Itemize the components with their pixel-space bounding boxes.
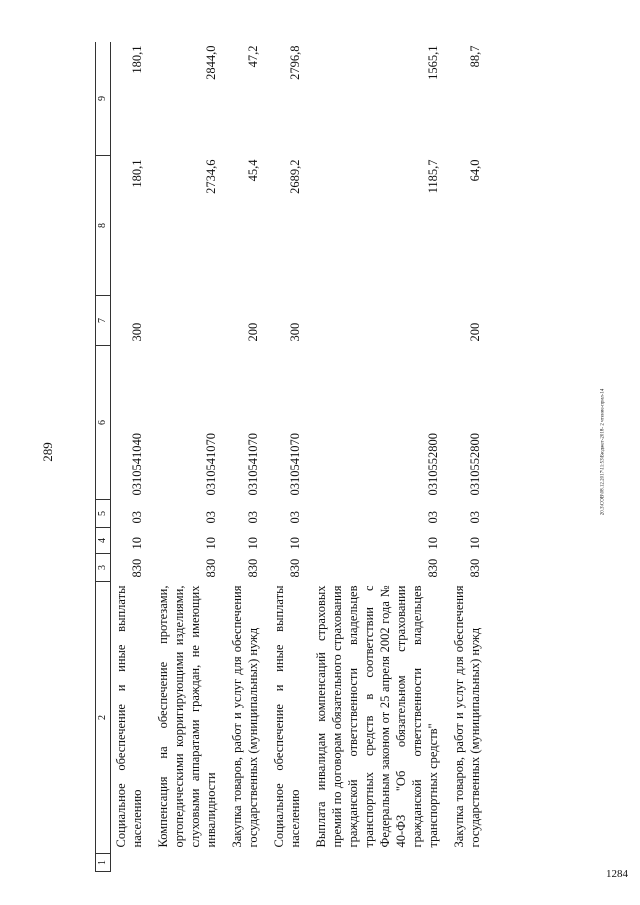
amount-col-9: 2844,0 [204,45,218,80]
ministry-code: 830 [130,558,144,578]
sheet-id: 1284 [606,868,628,880]
row-name: Компенсация на обеспечение протезами, ортопедическими корригирующими изделиями, слуховыми аппаратами граждан, не имеющих инвалидности [156,585,218,848]
expense-type-code: 200 [468,322,482,342]
col-header-8: 8 [96,156,111,296]
ministry-code: 830 [288,558,302,578]
target-article-code: 0310541070 [246,433,260,496]
target-article-code: 0310552800 [468,433,482,496]
table-row [305,42,443,872]
amount-col-8: 1185,7 [426,159,440,194]
amount-col-9: 1565,1 [426,45,440,80]
col-header-9: 9 [96,42,111,156]
table-row [221,42,263,872]
section-code: 10 [246,537,260,550]
section-code: 10 [468,537,482,550]
col-header-3: 3 [96,554,111,582]
amount-col-8: 2689,2 [288,159,302,194]
row-name: Закупка товаров, работ и услуг для обеспечения государственных (муниципальных) нужд [230,585,260,848]
col-header-2: 2 [96,582,111,854]
target-article-code: 0310541040 [130,433,144,496]
col-header-1: 1 [96,854,111,872]
table-row [263,42,305,872]
expense-type-code: 200 [246,322,260,342]
section-code: 10 [288,537,302,550]
ministry-code: 830 [468,558,482,578]
ministry-code: 830 [246,558,260,578]
col-header-7: 7 [96,296,111,346]
ministry-code: 830 [426,558,440,578]
section-code: 10 [426,537,440,550]
page-number: 289 [40,442,55,462]
amount-col-9: 47,2 [246,45,260,68]
subsection-code: 03 [246,511,260,524]
ministry-code: 830 [204,558,218,578]
target-article-code: 0310541070 [204,433,218,496]
target-article-code: 0310552800 [426,433,440,496]
table-row [443,42,485,872]
rotated-table-frame [95,42,585,872]
subsection-code: 03 [130,511,144,524]
amount-col-9: 2796,8 [288,45,302,80]
subsection-code: 03 [468,511,482,524]
row-number-cell [443,854,485,872]
budget-table-wrapper [95,42,585,872]
table-row [111,42,148,872]
row-number-cell [111,854,148,872]
section-code: 10 [204,537,218,550]
subsection-code: 03 [204,511,218,524]
amount-col-8: 2734,6 [204,159,218,194]
amount-col-9: 88,7 [468,45,482,68]
row-name: Социальное обеспечение и иные выплаты населению [114,585,144,848]
section-code: 10 [130,537,144,550]
row-number-cell [147,854,221,872]
amount-col-8: 45,4 [246,159,260,182]
row-name: Закупка товаров, работ и услуг для обеспечения государственных (муниципальных) нужд [452,585,482,848]
expense-type-code [305,296,443,346]
budget-table [95,42,485,872]
expense-type-code: 300 [288,322,302,342]
table-row [147,42,221,872]
col-header-6: 6 [96,346,111,500]
row-number-cell [221,854,263,872]
row-name: Социальное обеспечение и иные выплаты населению [272,585,302,848]
amount-col-9: 180,1 [130,45,144,74]
col-header-5: 5 [96,500,111,528]
footer-code: 20.3\СОВ\08.12.2017\11:53\Бюджет-2018- 2 чтение-прил-14 [600,388,606,516]
amount-col-8: 64,0 [468,159,482,182]
row-number-cell [305,854,443,872]
subsection-code: 03 [288,511,302,524]
expense-type-code [147,296,221,346]
header-row [96,42,111,872]
expense-type-code: 300 [130,322,144,342]
subsection-code: 03 [426,511,440,524]
target-article-code: 0310541070 [288,433,302,496]
row-name: Выплата инвалидам компенсаций страховых премий по договорам обязательного страхования гражданской ответственности владельцев транспортных средств в соответствии с Федеральным законом от 25 апреля 2002 года № 40-ФЗ "Об обязательном страховании гражданской ответственности владельцев транспортных средств" [314,585,440,848]
row-number-cell [263,854,305,872]
amount-col-8: 180,1 [130,159,144,188]
col-header-4: 4 [96,528,111,554]
